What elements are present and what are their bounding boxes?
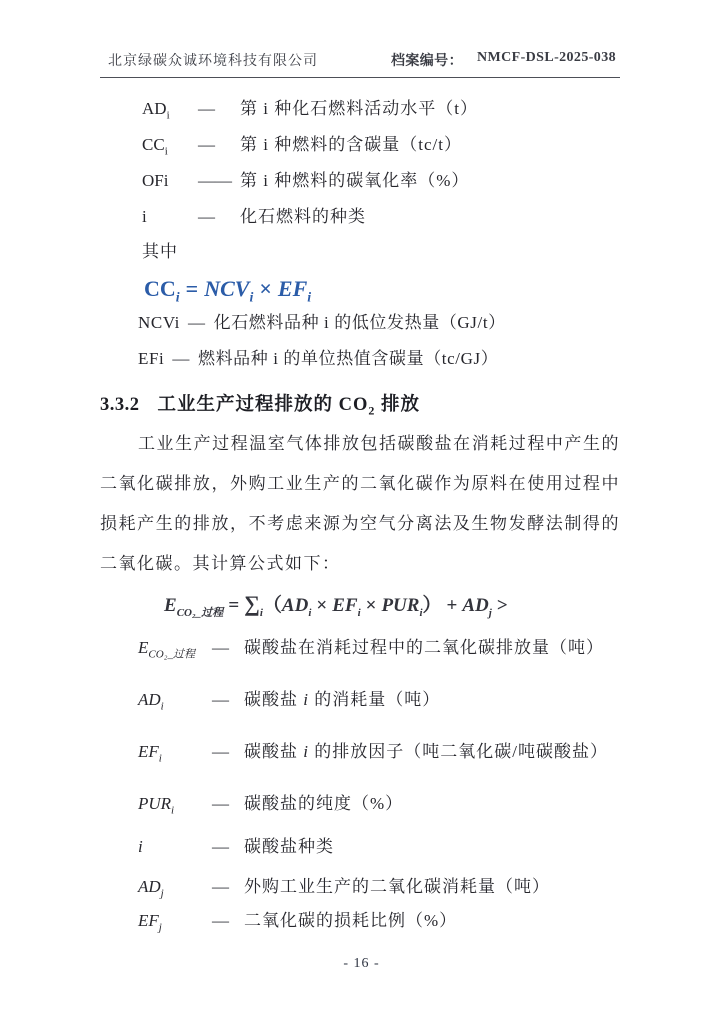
- formula-process: $E_{CO_2\_过程} = \sum_i(AD_i \times EF_i \times PUR_i) + AD_j$ >: [164, 591, 508, 619]
- equals-sign: =: [228, 595, 240, 616]
- definition-row: [138, 305, 620, 341]
- definition-dash: —: [188, 313, 206, 332]
- section-heading: [100, 390, 620, 416]
- page-number: - 16 -: [343, 956, 380, 971]
- definition-term: EFi: [138, 349, 165, 368]
- definition-term: $AD_i$: [142, 99, 170, 122]
- definition-description: 第 i 种燃料的含碳量（tc/t）: [240, 135, 462, 154]
- definition-term: OFi: [142, 171, 169, 190]
- definition-dash: —: [198, 99, 215, 118]
- definition-term: i: [138, 837, 143, 856]
- definition-description: 第 i 种燃料的碳氧化率（%）: [240, 171, 470, 190]
- definition-row: [138, 631, 620, 665]
- definition-description: 第 i 种化石燃料活动水平（t）: [240, 99, 478, 118]
- definition-description: 碳酸盐的纯度（%）: [244, 794, 404, 813]
- definition-row: [138, 341, 620, 377]
- definition-term: $EF_i$: [138, 742, 162, 765]
- definition-term: $AD_i$: [138, 690, 164, 713]
- definition-row: [138, 830, 620, 864]
- definition-row: [138, 787, 620, 821]
- page-header: [100, 50, 620, 78]
- definition-description: 二氧化碳的损耗比例（%）: [244, 911, 458, 930]
- company-name: 北京绿碳众诚环境科技有限公司: [108, 54, 318, 69]
- summation-sign: ∑: [244, 591, 260, 616]
- definition-row: [142, 91, 620, 127]
- definition-description: 碳酸盐 i 的消耗量（吨）: [244, 690, 441, 709]
- definition-row: [138, 904, 620, 938]
- definition-term: NCVi: [138, 313, 180, 332]
- definition-row: [142, 163, 620, 199]
- section-number: 3.3.2: [100, 395, 140, 415]
- definition-row: [138, 735, 620, 769]
- open-paren: （: [262, 595, 282, 616]
- equals-sign: =: [185, 276, 199, 301]
- definition-dash: ——: [198, 171, 232, 190]
- formula-cc: $CC_i = NCV_i \times EF_i$: [144, 276, 312, 306]
- definition-description: 碳酸盐种类: [244, 837, 334, 856]
- body-paragraph: 工业生产过程温室气体排放包括碳酸盐在消耗过程中产生的二氧化碳排放，外购工业生产的二氧化碳作为原料在使用过程中损耗产生的排放，不考虑来源为空气分离法及生物发酵法制得的二氧化碳。其计算公式如下：: [100, 434, 620, 573]
- definition-description: 外购工业生产的二氧化碳消耗量（吨）: [244, 877, 550, 896]
- archive-group: [391, 50, 616, 70]
- definition-term: $AD_j$: [138, 877, 164, 900]
- definition-list-ncv: [100, 305, 620, 377]
- definition-dash: —: [212, 877, 229, 896]
- definition-description: 燃料品种 i 的单位热值含碳量（tc/GJ）: [197, 349, 499, 368]
- definition-dash: —: [198, 207, 215, 226]
- definition-term: i: [142, 207, 147, 226]
- definition-description: 碳酸盐在消耗过程中的二氧化碳排放量（吨）: [244, 638, 604, 657]
- definition-row: [138, 683, 620, 717]
- close-paren: ）: [422, 595, 442, 616]
- definition-description: 化石燃料的种类: [240, 207, 366, 226]
- among-label: 其中: [142, 242, 178, 261]
- definition-dash: —: [198, 135, 215, 154]
- multiply-sign: ×: [259, 276, 272, 301]
- definition-description: 碳酸盐 i 的排放因子（吨二氧化碳/吨碳酸盐）: [244, 742, 608, 761]
- section-title: 工业生产过程排放的 $CO_2$ 排放: [157, 395, 421, 418]
- definition-term: $CC_i$: [142, 135, 168, 158]
- archive-number: NMCF-DSL-2025-038: [476, 50, 616, 65]
- definition-dash: —: [212, 690, 229, 709]
- definition-row: [138, 870, 620, 904]
- clipped-multiply-glyph: >: [496, 595, 508, 616]
- plus-sign: +: [446, 595, 458, 616]
- definition-dash: —: [212, 837, 229, 856]
- archive-label: 档案编号：: [390, 54, 463, 69]
- definition-term: $EF_j$: [138, 911, 162, 934]
- multiply-sign: ×: [365, 595, 377, 616]
- definition-dash: —: [212, 638, 229, 657]
- definition-term: $PUR_i$: [138, 794, 175, 817]
- definition-row: [142, 127, 620, 163]
- definition-dash: —: [212, 911, 229, 930]
- multiply-sign: ×: [316, 595, 328, 616]
- definition-term: $E_{CO_2\_过程}$: [138, 638, 195, 661]
- definition-dash: —: [172, 349, 190, 368]
- definition-dash: —: [212, 742, 229, 761]
- definition-list-fuel: [100, 91, 620, 235]
- definition-list-process: [100, 631, 620, 938]
- definition-dash: —: [212, 794, 229, 813]
- definition-description: 化石燃料品种 i 的低位发热量（GJ/t）: [213, 313, 506, 332]
- definition-row: [142, 199, 620, 235]
